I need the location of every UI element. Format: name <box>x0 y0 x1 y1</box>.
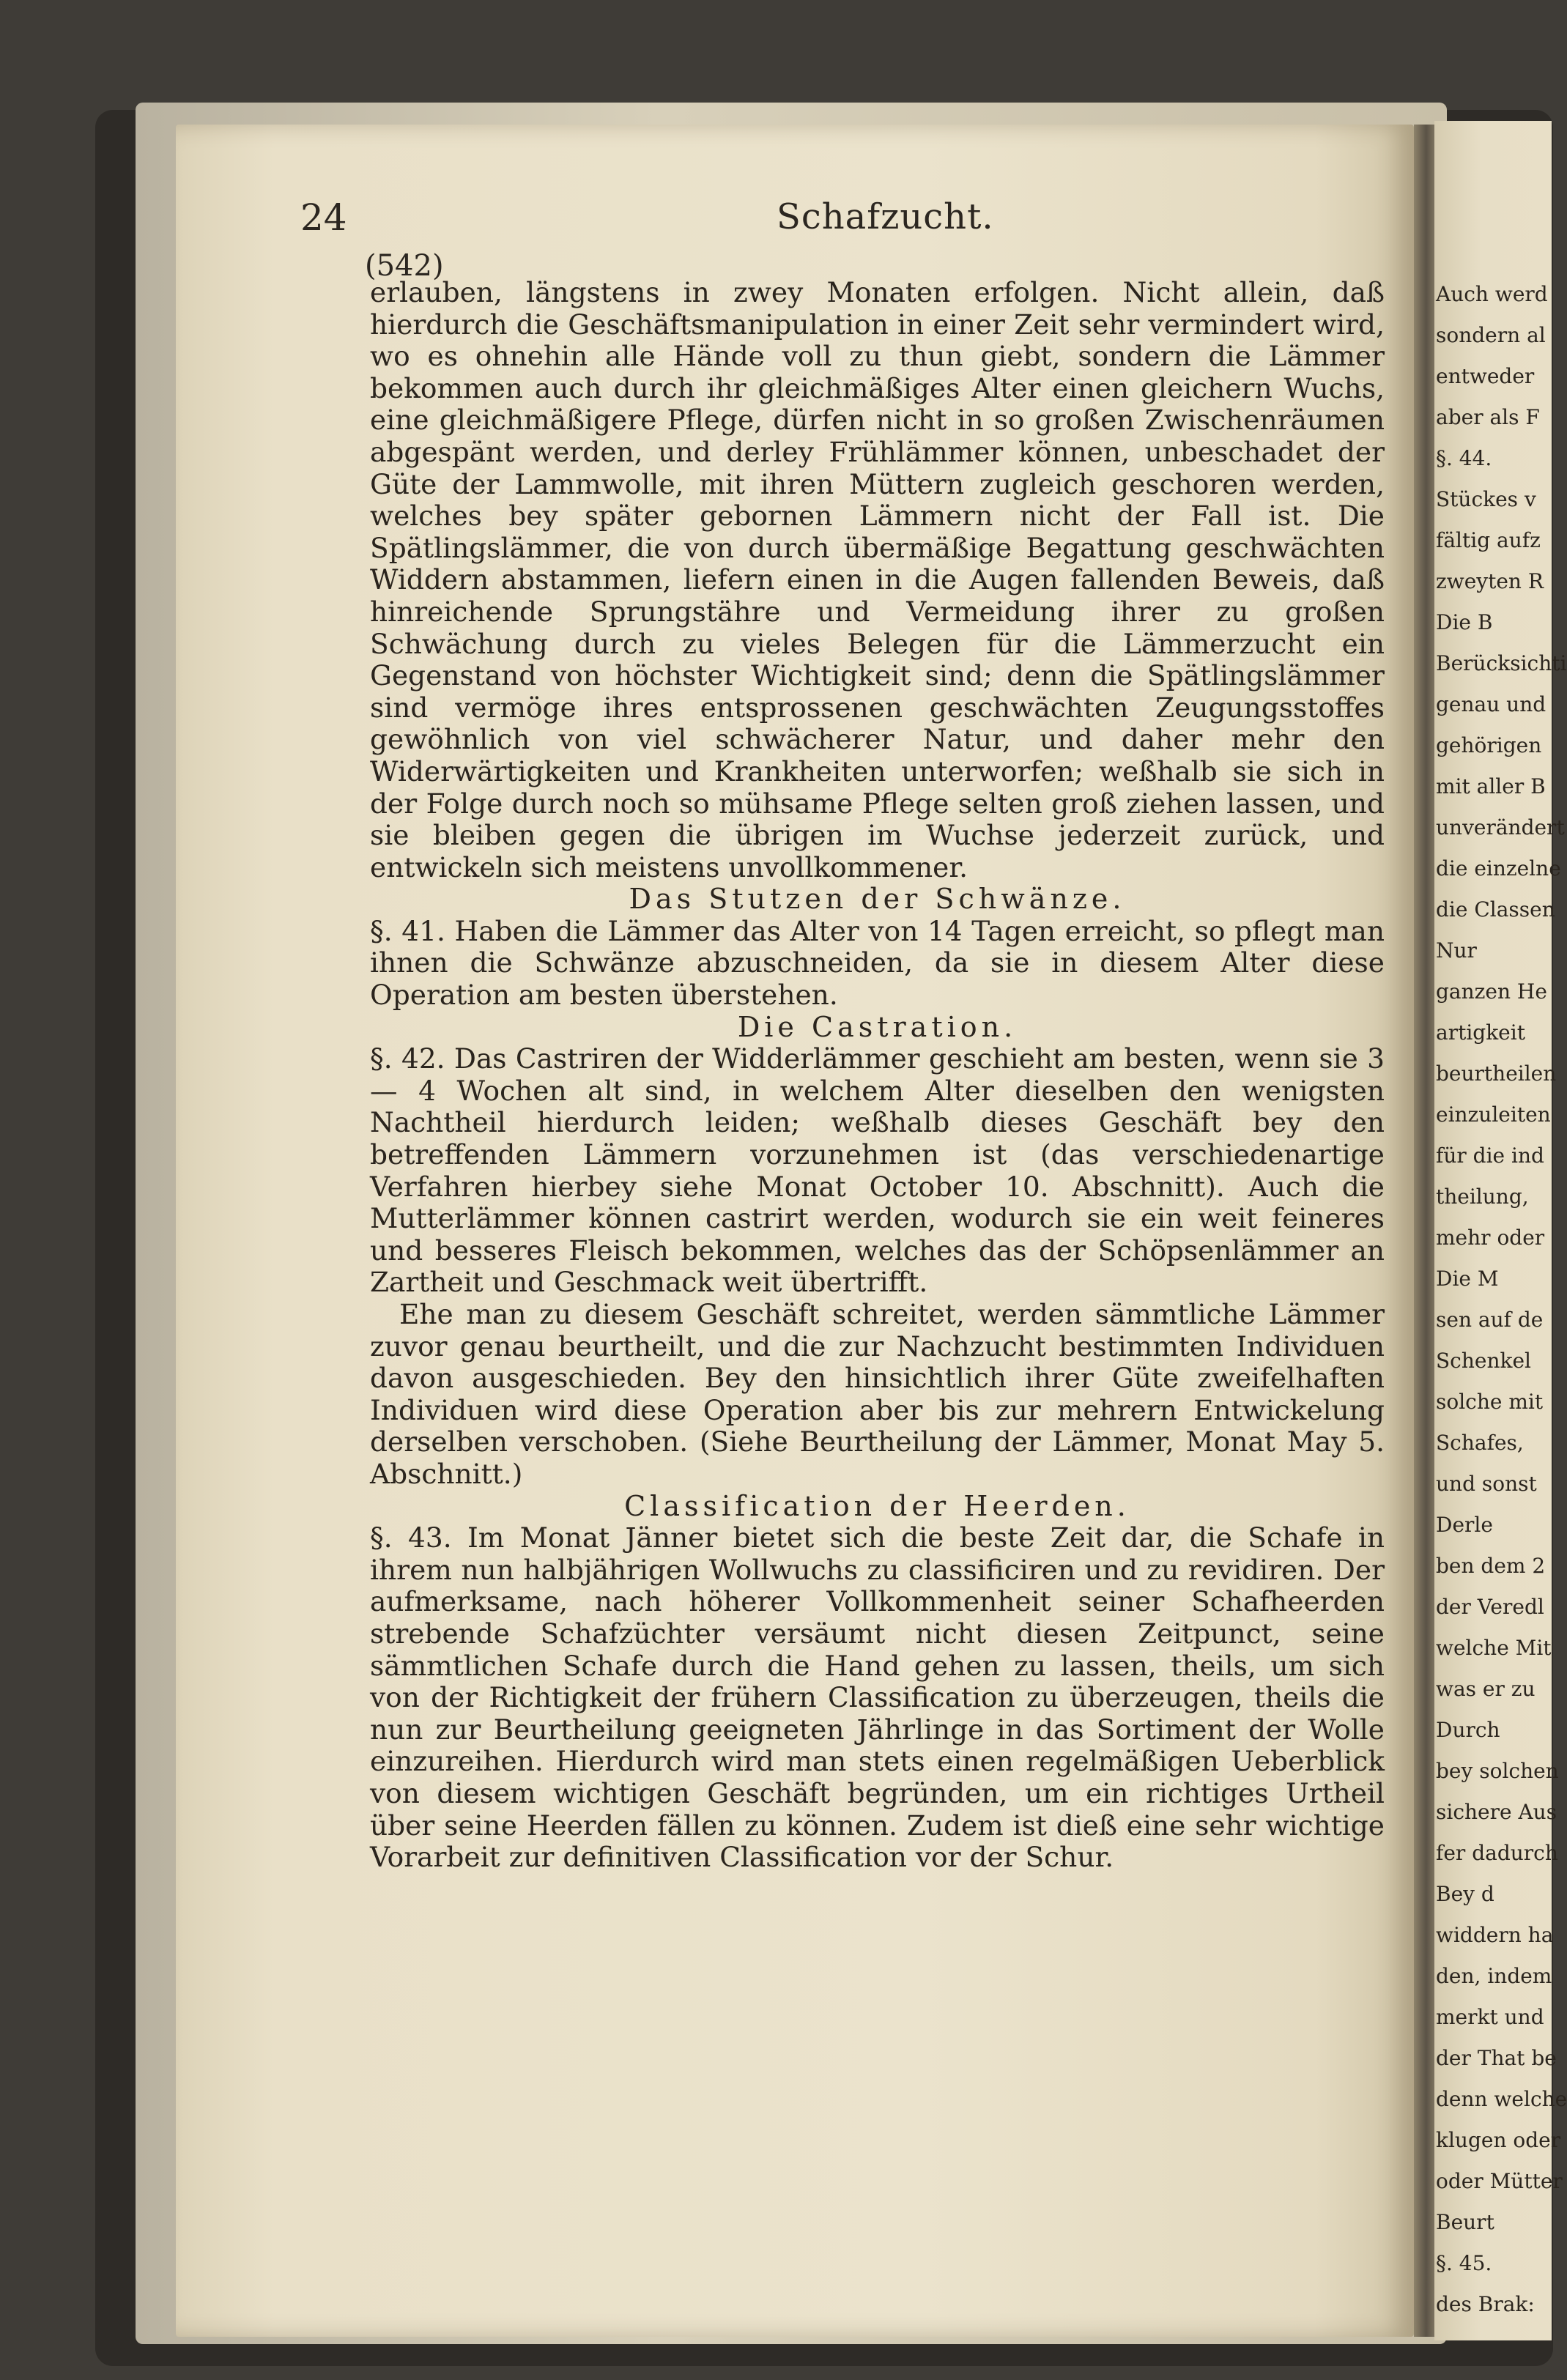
facing-page-line: die einzelne <box>1436 856 1561 881</box>
facing-page-line: Berücksichti <box>1436 651 1567 675</box>
facing-page-line: die Classen <box>1436 897 1555 922</box>
facing-page-line: merkt und <box>1436 2005 1544 2029</box>
facing-page-line: denn welche <box>1436 2087 1567 2111</box>
facing-page-line: §. 44. <box>1436 446 1492 470</box>
facing-page-line: aber als F <box>1436 405 1540 429</box>
facing-page-line: Nur <box>1436 938 1477 963</box>
paragraph-section-43: §. 43. Im Monat Jänner bietet sich die beste Zeit dar, die Schafe in ihrem nun halbjährigen Wollwuchs zu classificiren und zu revidiren. Der aufmerksame, nach höherer Vollkommenheit seiner Schafheerden strebende Schafzüchter versäumt nicht diesen Zeitpunct, seine sämmtlichen Schafe durch die Hand gehen zu lassen, theils, um sich von der Richtigkeit der frühern Classification zu überzeugen, theils die nun zur Beurtheilung geeigneten Jährlinge in das Sortiment der Wolle einzureihen. Hierdurch wird man stets einen regelmäßigen Ueberblick von diesem wichtigen Geschäft begründen, um ein richtiges Urtheil über seine Heerden fällen zu können. Zudem ist dieß eine sehr wichtige Vorarbeit zur definitiven Classification vor der Schur. <box>370 1521 1385 1874</box>
facing-page-line: oder Mütter <box>1436 2169 1563 2193</box>
facing-page-line: zweyten R <box>1436 569 1544 593</box>
facing-page-line: sichere Aus <box>1436 1800 1557 1824</box>
facing-page-line: mehr oder <box>1436 1226 1545 1250</box>
facing-page-line: Bey d <box>1436 1882 1494 1906</box>
facing-page-line: mit aller B <box>1436 774 1546 798</box>
facing-page-line: sondern al <box>1436 323 1546 347</box>
facing-page-line: fer dadurch <box>1436 1841 1558 1865</box>
facing-page-line: welche Mit <box>1436 1636 1552 1660</box>
facing-page-line: der That be <box>1436 2046 1557 2070</box>
facing-page-line: widdern ha <box>1436 1923 1554 1947</box>
heading-tail-docking: Das Stutzen der Schwänze. <box>629 883 1126 916</box>
facing-page-line: fältig aufz <box>1436 528 1541 552</box>
facing-page-line: Schafes, <box>1436 1431 1524 1455</box>
facing-page-line: §. 45. <box>1436 2251 1492 2275</box>
paragraph-section-42: §. 42. Das Castriren der Widderlämmer geschieht am besten, wenn sie 3 — 4 Wochen alt sind, in welchem Alter dieselben den wenigsten Nachtheil hierdurch leiden; weßhalb dieses Geschäft bey den betreffenden Lämmern vorzunehmen ist (das verschiedenartige Verfahren hierbey siehe Monat October 10. Abschnitt). Auch die Mutterlämmer können castrirt werden, wodurch sie ein weit feineres und besseres Fleisch bekommen, welches das der Schöpsenlämmer an Zartheit und Geschmack weit übertrifft. <box>370 1042 1385 1299</box>
facing-page-line: ganzen He <box>1436 979 1547 1004</box>
facing-page-line: gehörigen <box>1436 733 1542 757</box>
facing-page-line: entweder <box>1436 364 1535 388</box>
page-number: 24 <box>300 196 347 239</box>
facing-page-line: Auch werd <box>1436 282 1548 306</box>
facing-page-line: solche mit <box>1436 1390 1544 1414</box>
facing-page-line: sen auf de <box>1436 1308 1544 1332</box>
paragraph-selection: Ehe man zu diesem Geschäft schreitet, werden sämmtliche Lämmer zuvor genau beurtheilt, und die zur Nachzucht bestimmten Individuen davon ausgeschieden. Bey den hinsichtlich ihrer Güte zweifelhaften Individuen wird diese Operation aber bis zur mehrern Entwickelung derselben verschoben. (Siehe Beurtheilung der Lämmer, Monat May 5. Abschnitt.) <box>370 1298 1385 1490</box>
page-body <box>370 277 1385 1874</box>
heading-castration: Die Castration. <box>737 1010 1018 1043</box>
facing-page-line: Beurt <box>1436 2210 1494 2234</box>
facing-page-line: was er zu <box>1436 1677 1535 1701</box>
running-title: Schafzucht. <box>777 196 994 237</box>
facing-page-line: bey solchen <box>1436 1759 1559 1783</box>
heading-classification: Classification der Heerden. <box>624 1489 1130 1522</box>
paragraph-section-41: §. 41. Haben die Lämmer das Alter von 14 Tagen erreicht, so pflegt man ihnen die Schwänze abzuschneiden, da sie in diesem Alter diese Operation am besten überstehen. <box>370 914 1385 1012</box>
facing-page-line: Die M <box>1436 1267 1499 1291</box>
facing-page-line: des Brak: <box>1436 2292 1535 2316</box>
facing-page-line: genau und <box>1436 692 1546 716</box>
facing-page-line: und sonst <box>1436 1472 1537 1496</box>
facing-page-line: Derle <box>1436 1513 1493 1537</box>
facing-page-line: einzuleiten <box>1436 1102 1551 1127</box>
signature-mark: (542) <box>365 249 444 283</box>
facing-page-line: unverändert <box>1436 815 1565 839</box>
book-gutter <box>1414 125 1434 2337</box>
facing-page-line: der Veredl <box>1436 1595 1544 1619</box>
paragraph-lambing: erlauben, längstens in zwey Monaten erfolgen. Nicht allein, daß hierdurch die Geschäftsmanipulation in einer Zeit sehr vermindert wird, wo es ohnehin alle Hände voll zu thun giebt, sondern die Lämmer bekommen auch durch ihr gleichmäßiges Alter einen gleichern Wuchs, eine gleichmäßigere Pflege, dürfen nicht in so großen Zwischenräumen abgespänt werden, und derley Frühlämmer können, unbeschadet der Güte der Lammwolle, mit ihren Müttern zugleich geschoren werden, welches bey später gebornen Lämmern nicht der Fall ist. Die Spätlingslämmer, die von durch übermäßige Begattung geschwächten Widdern abstammen, liefern einen in die Augen fallenden Beweis, daß hinreichende Sprungstähre und Vermeidung ihrer zu großen Schwächung durch zu vieles Belegen für die Lämmerzucht ein Gegenstand von höchster Wichtigkeit sind; denn die Spätlingslämmer sind vermöge ihres entsprossenen geschwächten Zeugungsstoffes gewöhnlich von viel schwächerer Natur, und daher mehr den Widerwärtigkeiten und Krankheiten unterworfen; weßhalb sie sich in der Folge durch noch so mühsame Pflege selten groß ziehen lassen, und sie bleiben gegen die übrigen im Wuchse jederzeit zurück, und entwickeln sich meistens unvollkommener. <box>370 276 1385 883</box>
facing-page-line: Schenkel <box>1436 1349 1531 1373</box>
page-header <box>300 196 1385 255</box>
facing-page-line: Durch <box>1436 1718 1500 1742</box>
facing-page-line: klugen oder <box>1436 2128 1561 2152</box>
facing-page-line: für die ind <box>1436 1143 1544 1168</box>
facing-page-fragment <box>1434 121 1567 2340</box>
facing-page-line: Die B <box>1436 610 1493 634</box>
facing-page-line: artigkeit <box>1436 1020 1525 1045</box>
facing-page-line: beurtheilen <box>1436 1061 1557 1086</box>
facing-page-line: ben dem 2 <box>1436 1554 1546 1578</box>
facing-page-line: den, indem <box>1436 1964 1552 1988</box>
facing-page-line: theilung, <box>1436 1185 1529 1209</box>
facing-page-line: Stückes v <box>1436 487 1536 511</box>
